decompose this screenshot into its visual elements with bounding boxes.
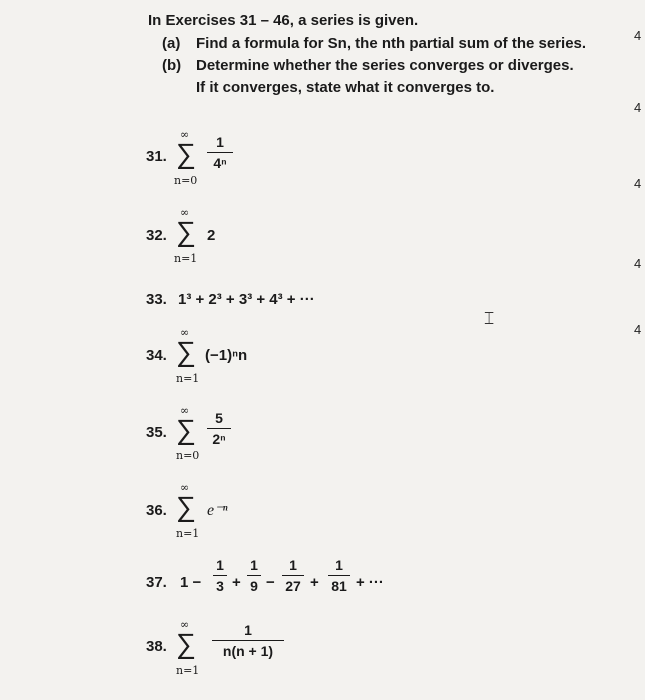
operator: + [232,574,241,591]
sum-upper-limit: ∞ [180,206,190,219]
sum-lower-limit: n=0 [176,449,200,462]
expression-start: 1 − [180,574,202,591]
denominator: 2ⁿ [212,431,226,447]
series-term: (−1)ⁿn [205,347,248,364]
series-term: 2 [207,227,216,244]
sum-lower-limit: n=1 [174,252,198,265]
margin-mark: 4 [634,100,642,115]
series-expression: 1³ + 2³ + 3³ + 4³ + ··· [178,291,315,308]
denominator: 81 [331,578,347,594]
fraction-bar [207,428,231,429]
exercise-number: 34. [146,347,167,364]
fraction-bar [328,575,350,576]
exercise-number: 37. [146,574,167,591]
denominator: n(n + 1) [222,643,274,659]
series-term: e⁻ⁿ [207,502,228,519]
fraction [212,622,284,659]
operator: + [310,574,319,591]
exercise-number: 33. [146,291,167,308]
margin-mark: 4 [634,322,642,337]
sum-lower-limit: n=1 [176,664,200,677]
margin-mark: 4 [634,256,642,271]
sum-upper-limit: ∞ [180,618,190,631]
numerator: 1 [289,557,297,573]
fraction [207,134,233,171]
fraction-bar [282,575,304,576]
numerator: 1 [216,134,224,150]
exercise-number: 35. [146,424,167,441]
numerator: 1 [335,557,343,573]
sum-upper-limit: ∞ [180,128,190,141]
denominator: 27 [285,578,301,594]
exercise-number: 38. [146,638,167,655]
fraction-bar [207,152,233,153]
sum-upper-limit: ∞ [180,404,190,417]
fraction [213,557,227,594]
fraction [207,410,231,447]
sigma-symbol: ∑ [176,414,196,445]
sum-lower-limit: n=1 [176,372,200,385]
numerator: 1 [244,622,252,638]
sigma-symbol: ∑ [176,628,196,659]
denominator: 3 [216,578,224,594]
numerator: 1 [250,557,258,573]
instructions-intro: In Exercises 31 – 46, a series is given. [148,12,419,29]
sum-upper-limit: ∞ [180,481,190,494]
numerator: 1 [216,557,224,573]
exercise-number: 31. [146,148,167,165]
text-cursor-icon: ⌶ [484,309,495,329]
sigma-symbol: ∑ [176,216,196,247]
part-a-tag: (a) [162,35,181,52]
sum-upper-limit: ∞ [180,326,190,339]
denominator: 4ⁿ [213,155,227,171]
part-b-tag: (b) [162,57,182,74]
sum-lower-limit: n=0 [174,174,198,187]
fraction [282,557,304,594]
operator: + ··· [356,574,384,591]
margin-mark: 4 [634,28,642,43]
sigma-symbol: ∑ [176,336,196,367]
sigma-symbol: ∑ [176,138,196,169]
fraction-bar [247,575,261,576]
fraction-bar [212,640,284,641]
operator: − [266,574,275,591]
part-b-text-line1: Determine whether the series converges or diverges. [196,57,574,74]
denominator: 9 [250,578,258,594]
exercise-number: 36. [146,502,167,519]
exercise-number: 32. [146,227,167,244]
part-a-text: Find a formula for Sn, the nth partial sum of the series. [196,35,587,52]
sigma-symbol: ∑ [176,491,196,522]
instructions [148,12,586,101]
numerator: 5 [215,410,223,426]
fraction-bar [213,575,227,576]
margin-mark: 4 [634,176,642,191]
part-b-text-line2: If it converges, state what it converges to. [196,79,495,96]
part-a [162,35,586,52]
sum-lower-limit: n=1 [176,527,200,540]
fraction [328,557,350,594]
part-b [162,57,586,74]
fraction [247,557,261,594]
